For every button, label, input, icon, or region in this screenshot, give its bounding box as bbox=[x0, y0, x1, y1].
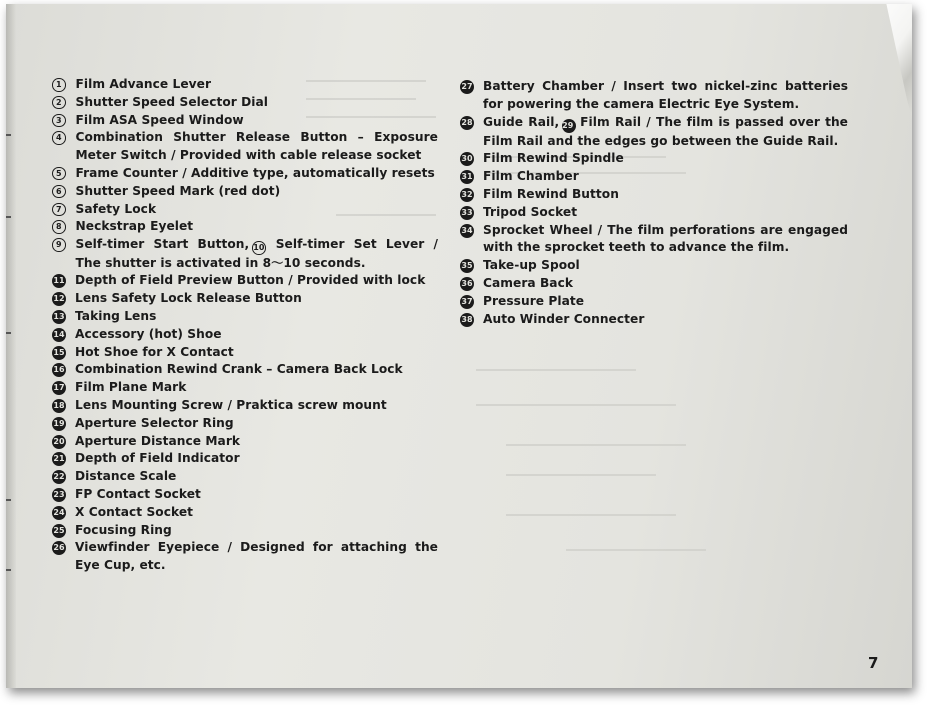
item-text-part: Focusing Ring bbox=[75, 522, 172, 537]
item-text bbox=[75, 326, 222, 344]
item-number: 25 bbox=[52, 524, 66, 538]
item-number: 7 bbox=[52, 203, 66, 217]
item-number: 38 bbox=[460, 313, 474, 327]
item-text bbox=[75, 504, 193, 522]
item-text bbox=[483, 275, 573, 293]
item-text bbox=[75, 272, 425, 290]
item-text bbox=[483, 168, 579, 186]
item-number: 21 bbox=[52, 452, 66, 466]
list-item bbox=[52, 468, 438, 486]
item-text-part: Safety Lock bbox=[75, 201, 157, 216]
list-item bbox=[52, 361, 438, 379]
list-item bbox=[52, 379, 438, 397]
list-item bbox=[460, 311, 848, 329]
item-text-part: Auto Winder Connecter bbox=[483, 311, 645, 326]
item-text bbox=[75, 433, 240, 451]
list-item bbox=[52, 522, 438, 540]
item-text-part: X Contact Socket bbox=[75, 504, 194, 519]
item-number: 1 bbox=[52, 78, 66, 92]
list-item bbox=[52, 290, 438, 308]
item-text-part: Distance Scale bbox=[75, 469, 177, 484]
item-text bbox=[483, 222, 848, 258]
item-text-part: Combination Shutter Release Button – Exposure Meter Switch / Provided with cable release socket bbox=[75, 130, 438, 163]
list-item bbox=[52, 344, 438, 362]
page-binding-edge bbox=[6, 4, 16, 688]
list-item bbox=[460, 114, 848, 151]
item-text bbox=[76, 201, 157, 219]
item-text bbox=[483, 78, 848, 114]
list-item bbox=[460, 186, 848, 204]
item-text bbox=[75, 379, 186, 397]
item-text-part: Film ASA Speed Window bbox=[75, 112, 244, 127]
item-text bbox=[75, 397, 387, 415]
item-number: 5 bbox=[52, 167, 66, 181]
item-number: 28 bbox=[460, 116, 474, 130]
list-item bbox=[460, 257, 848, 275]
list-item bbox=[52, 433, 438, 451]
item-number: 13 bbox=[52, 310, 66, 324]
item-number: 4 bbox=[52, 131, 66, 145]
item-number: 6 bbox=[52, 185, 66, 199]
item-text-part: Self-timer Set Lever / The shutter is activated in 8〜10 seconds. bbox=[75, 237, 439, 270]
margin-tick bbox=[6, 216, 11, 218]
item-text-part: Film Rewind Button bbox=[483, 186, 619, 201]
item-number: 15 bbox=[52, 346, 66, 360]
item-text-part: Depth of Field Indicator bbox=[75, 451, 240, 466]
item-text-part: FP Contact Socket bbox=[75, 487, 201, 502]
item-text-part: Film Advance Lever bbox=[75, 77, 212, 91]
item-text bbox=[483, 114, 848, 151]
list-item bbox=[52, 486, 438, 504]
item-text bbox=[483, 150, 624, 168]
list-item bbox=[52, 112, 438, 130]
item-text bbox=[76, 165, 435, 183]
item-number: 29 bbox=[562, 119, 576, 133]
item-number: 33 bbox=[460, 206, 474, 220]
item-text bbox=[483, 204, 577, 222]
item-text-part: Shutter Speed Mark (red dot) bbox=[75, 183, 281, 198]
list-item bbox=[52, 504, 438, 522]
item-text bbox=[75, 290, 302, 308]
list-item bbox=[460, 150, 848, 168]
item-number: 17 bbox=[52, 381, 66, 395]
parts-list-left bbox=[52, 76, 438, 575]
item-text-part: Depth of Field Preview Button / Provided with lock bbox=[75, 273, 426, 288]
item-number: 36 bbox=[460, 277, 474, 291]
item-text bbox=[75, 415, 234, 433]
list-item bbox=[460, 168, 848, 186]
item-number: 18 bbox=[52, 399, 66, 413]
list-item bbox=[460, 78, 848, 114]
list-item bbox=[460, 275, 848, 293]
list-item bbox=[52, 76, 438, 94]
list-item bbox=[52, 272, 438, 290]
list-item bbox=[52, 94, 438, 112]
item-text-part: Combination Rewind Crank – Camera Back Lock bbox=[75, 362, 403, 377]
item-text-part: Film Plane Mark bbox=[75, 380, 187, 395]
list-item bbox=[52, 218, 438, 236]
item-text-part: Film Chamber bbox=[483, 169, 579, 184]
list-item bbox=[460, 222, 848, 258]
list-item bbox=[52, 201, 438, 219]
list-item bbox=[460, 204, 848, 222]
item-text bbox=[76, 183, 281, 201]
item-text bbox=[75, 344, 234, 362]
item-text bbox=[483, 257, 580, 275]
item-number: 9 bbox=[52, 238, 66, 252]
item-text bbox=[76, 94, 269, 112]
item-text-part: Aperture Distance Mark bbox=[75, 433, 241, 448]
list-item bbox=[52, 539, 438, 575]
list-item bbox=[52, 450, 438, 468]
item-text-part: Taking Lens bbox=[75, 309, 157, 324]
list-item bbox=[52, 397, 438, 415]
item-text-part: Lens Safety Lock Release Button bbox=[75, 291, 302, 306]
item-text bbox=[75, 486, 201, 504]
item-number: 2 bbox=[52, 96, 66, 110]
item-text-part: Sprocket Wheel / The film perforations are engaged with the sprocket teeth to advance the film. bbox=[483, 222, 848, 255]
item-text bbox=[75, 522, 172, 540]
item-text-part: Shutter Speed Selector Dial bbox=[75, 94, 269, 109]
item-text bbox=[76, 112, 244, 130]
item-text bbox=[76, 236, 439, 272]
margin-tick bbox=[6, 332, 11, 334]
item-number: 11 bbox=[52, 274, 66, 288]
item-text-part: Guide Rail, bbox=[483, 114, 560, 129]
list-item bbox=[52, 165, 438, 183]
item-text-part: Take-up Spool bbox=[483, 258, 580, 273]
item-text bbox=[76, 218, 194, 236]
item-text bbox=[76, 129, 439, 165]
margin-tick bbox=[6, 569, 11, 571]
item-number: 16 bbox=[52, 363, 66, 377]
list-item bbox=[52, 129, 438, 165]
item-number: 26 bbox=[52, 541, 66, 555]
item-text-part: Aperture Selector Ring bbox=[75, 415, 234, 430]
margin-tick bbox=[6, 499, 11, 501]
item-text bbox=[75, 539, 438, 575]
item-text bbox=[483, 311, 644, 329]
item-text-part: Tripod Socket bbox=[483, 204, 578, 219]
item-number: 8 bbox=[52, 220, 66, 234]
list-item bbox=[52, 183, 438, 201]
item-number: 37 bbox=[460, 295, 474, 309]
item-text-part: Neckstrap Eyelet bbox=[75, 219, 194, 234]
item-number: 27 bbox=[460, 80, 474, 94]
item-text-part: Viewfinder Eyepiece / Designed for attaching the Eye Cup, etc. bbox=[75, 540, 438, 573]
item-number: 32 bbox=[460, 188, 474, 202]
item-text bbox=[75, 468, 176, 486]
item-number: 22 bbox=[52, 470, 66, 484]
item-text-part: Frame Counter / Additive type, automatically resets bbox=[75, 165, 435, 180]
item-text bbox=[75, 361, 403, 379]
item-text bbox=[75, 308, 156, 326]
item-text-part: Film Rail / The film is passed over the Film Rail and the edges go between the Guide Rail. bbox=[483, 114, 849, 148]
item-text-part: Film Rewind Spindle bbox=[483, 151, 624, 166]
list-item bbox=[52, 236, 438, 272]
item-number: 10 bbox=[252, 241, 266, 255]
item-number: 20 bbox=[52, 435, 66, 449]
list-item bbox=[460, 293, 848, 311]
item-number: 3 bbox=[52, 114, 66, 128]
item-text bbox=[76, 76, 212, 94]
manual-page bbox=[6, 4, 912, 688]
item-number: 14 bbox=[52, 328, 66, 342]
item-text bbox=[483, 186, 619, 204]
item-number: 34 bbox=[460, 224, 474, 238]
item-text-part: Camera Back bbox=[483, 275, 574, 290]
item-text bbox=[483, 293, 584, 311]
item-number: 19 bbox=[52, 417, 66, 431]
item-text bbox=[75, 450, 240, 468]
item-text-part: Pressure Plate bbox=[483, 293, 585, 308]
list-item bbox=[52, 415, 438, 433]
item-text-part: Battery Chamber / Insert two nickel-zinc batteries for powering the camera Electric Eye System. bbox=[483, 79, 848, 111]
page-number: 7 bbox=[868, 654, 879, 672]
page-corner-curl bbox=[868, 4, 912, 124]
list-item bbox=[52, 308, 438, 326]
item-text-part: Self-timer Start Button, bbox=[75, 237, 250, 252]
parts-list-right bbox=[460, 78, 848, 328]
item-number: 24 bbox=[52, 506, 66, 520]
item-text-part: Lens Mounting Screw / Praktica screw mount bbox=[75, 398, 387, 413]
item-text-part: Accessory (hot) Shoe bbox=[75, 326, 222, 341]
item-number: 35 bbox=[460, 259, 474, 273]
list-item bbox=[52, 326, 438, 344]
item-number: 31 bbox=[460, 170, 474, 184]
item-text-part: Hot Shoe for X Contact bbox=[75, 344, 234, 359]
item-number: 23 bbox=[52, 488, 66, 502]
item-number: 12 bbox=[52, 292, 66, 306]
margin-tick bbox=[6, 134, 11, 136]
item-number: 30 bbox=[460, 152, 474, 166]
